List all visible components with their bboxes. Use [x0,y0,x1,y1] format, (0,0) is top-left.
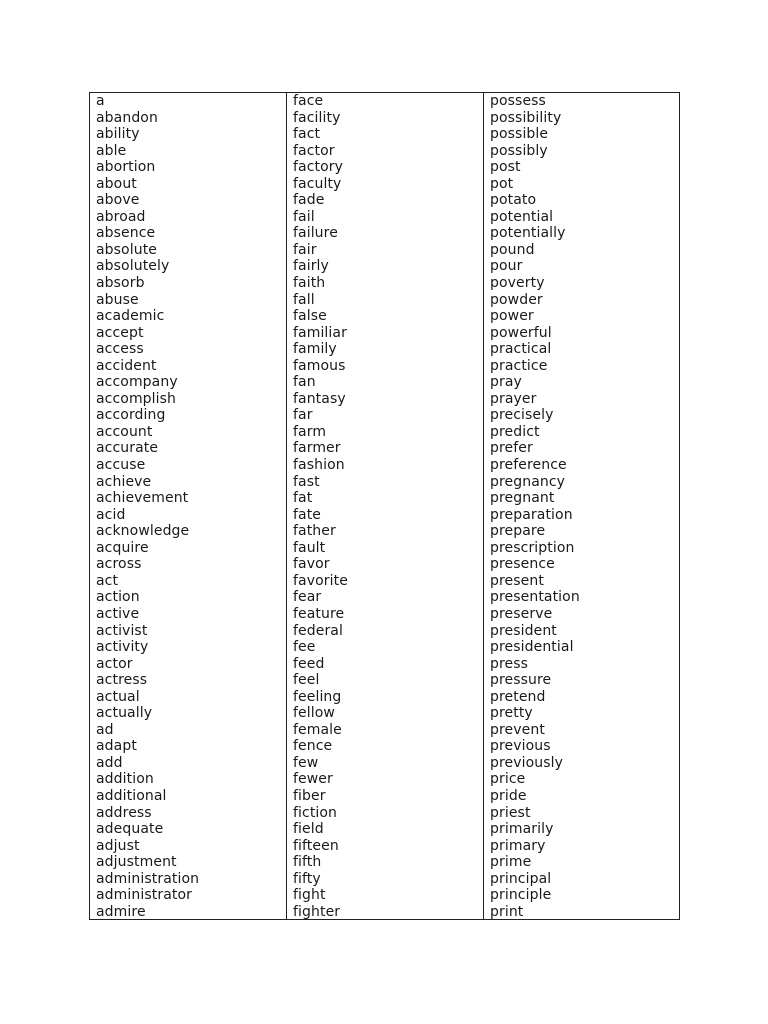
word-cell: federal [293,622,343,639]
word-cell: activist [96,622,148,639]
word-cell: accompany [96,374,178,391]
word-cell: presidential [490,639,574,656]
word-cell: father [293,523,336,540]
word-cell: pregnant [490,490,555,507]
word-cell: achieve [96,473,152,490]
word-cell: fat [293,490,313,507]
word-cell: fact [293,126,321,143]
word-cell: previously [490,754,564,771]
word-cell: according [96,407,166,424]
word-cell: few [293,754,319,771]
word-cell: factor [293,142,335,159]
word-cell: actual [96,688,140,705]
word-cell: fault [293,539,326,556]
word-cell: poverty [490,275,545,292]
word-cell: false [293,308,327,325]
word-cell: administration [96,870,200,887]
word-cell: field [293,821,324,838]
word-cell: accomplish [96,390,177,407]
word-cell: admire [96,903,146,919]
word-cell: primarily [490,821,554,838]
word-cell: adjustment [96,854,177,871]
word-cell: powder [490,291,543,308]
word-cell: facility [293,109,341,126]
word-list-table [89,92,680,920]
word-cell: ability [96,126,140,143]
word-cell: fade [293,192,325,209]
word-cell: achievement [96,490,189,507]
word-cell: famous [293,357,346,374]
word-cell: fiber [293,787,326,804]
word-cell: feed [293,655,325,672]
word-cell: feeling [293,688,342,705]
word-cell: pregnancy [490,473,566,490]
word-cell: fear [293,589,322,606]
word-cell: pressure [490,672,552,689]
word-cell: farm [293,423,327,440]
word-cell: power [490,308,534,325]
word-cell: additional [96,787,167,804]
word-cell: abroad [96,208,146,225]
word-cell: adjust [96,837,140,854]
word-cell: fewer [293,771,333,788]
word-cell: fan [293,374,316,391]
word-cell: actor [96,655,133,672]
word-cell: faculty [293,175,342,192]
word-cell: add [96,754,123,771]
word-cell: acid [96,506,126,523]
word-cell: pot [490,175,514,192]
word-cell: fiction [293,804,338,821]
word-cell: print [490,903,524,919]
word-cell: administrator [96,887,192,904]
word-cell: prepare [490,523,546,540]
word-cell: pound [490,241,535,258]
word-cell: accurate [96,440,159,457]
word-cell: ad [96,721,114,738]
word-column-3 [484,93,679,919]
word-cell: previous [490,738,551,755]
word-cell: far [293,407,313,424]
word-cell: fence [293,738,333,755]
word-cell: abortion [96,159,156,176]
word-cell: academic [96,308,165,325]
word-cell: fast [293,473,320,490]
word-cell: press [490,655,529,672]
word-cell: female [293,721,342,738]
word-cell: favor [293,556,330,573]
word-column-1 [90,93,287,919]
word-cell: abuse [96,291,139,308]
word-column-2 [287,93,484,919]
word-cell: fifteen [293,837,339,854]
word-cell: fighter [293,903,341,919]
word-cell: presence [490,556,555,573]
word-cell: practical [490,341,552,358]
word-cell: accuse [96,457,146,474]
word-cell: fifth [293,854,322,871]
word-cell: account [96,423,153,440]
word-cell: action [96,589,140,606]
word-cell: powerful [490,324,552,341]
word-cell: prefer [490,440,533,457]
word-cell: possibility [490,109,562,126]
word-cell: possibly [490,142,548,159]
word-cell: potential [490,208,554,225]
word-cell: act [96,572,119,589]
word-cell: post [490,159,521,176]
word-cell: fantasy [293,390,346,407]
word-cell: price [490,771,526,788]
word-cell: pretty [490,705,533,722]
word-cell: familiar [293,324,347,341]
word-cell: fair [293,241,317,258]
word-cell: feel [293,672,320,689]
word-cell: present [490,572,544,589]
word-cell: pride [490,787,527,804]
word-cell: president [490,622,557,639]
word-cell: fellow [293,705,335,722]
word-cell: pour [490,258,523,275]
word-cell: fight [293,887,326,904]
word-cell: about [96,175,137,192]
word-cell: fail [293,208,315,225]
word-cell: abandon [96,109,158,126]
word-cell: absence [96,225,156,242]
word-cell: across [96,556,142,573]
word-cell: preference [490,457,567,474]
word-cell: actress [96,672,148,689]
word-cell: potato [490,192,537,209]
word-cell: faith [293,275,326,292]
word-cell: favorite [293,572,348,589]
word-cell: possible [490,126,549,143]
word-cell: able [96,142,127,159]
word-cell: fall [293,291,315,308]
word-cell: adapt [96,738,137,755]
word-cell: practice [490,357,548,374]
word-cell: fifty [293,870,321,887]
word-cell: activity [96,639,149,656]
word-cell: farmer [293,440,341,457]
word-cell: access [96,341,144,358]
word-cell: principal [490,870,552,887]
word-cell: fee [293,639,316,656]
word-cell: potentially [490,225,566,242]
word-cell: pretend [490,688,546,705]
word-cell: feature [293,605,345,622]
word-cell: above [96,192,140,209]
word-cell: accident [96,357,157,374]
word-cell: family [293,341,337,358]
word-cell: acknowledge [96,523,190,540]
word-cell: prescription [490,539,575,556]
word-cell: active [96,605,140,622]
word-cell: accept [96,324,144,341]
word-cell: failure [293,225,338,242]
word-cell: factory [293,159,344,176]
word-cell: face [293,93,324,109]
word-cell: preserve [490,605,553,622]
word-cell: predict [490,423,540,440]
word-cell: pray [490,374,522,391]
word-cell: presentation [490,589,580,606]
word-cell: fashion [293,457,345,474]
word-cell: absorb [96,275,145,292]
word-cell: principle [490,887,552,904]
word-cell: fairly [293,258,329,275]
word-cell: address [96,804,152,821]
word-cell: adequate [96,821,164,838]
word-cell: prevent [490,721,545,738]
word-cell: possess [490,93,546,109]
word-cell: a [96,93,105,109]
word-cell: primary [490,837,546,854]
word-cell: priest [490,804,531,821]
word-cell: prime [490,854,532,871]
word-cell: preparation [490,506,573,523]
word-cell: precisely [490,407,554,424]
word-cell: acquire [96,539,149,556]
word-cell: addition [96,771,154,788]
word-cell: actually [96,705,153,722]
word-cell: absolute [96,241,157,258]
word-cell: fate [293,506,322,523]
word-cell: prayer [490,390,537,407]
word-cell: absolutely [96,258,170,275]
